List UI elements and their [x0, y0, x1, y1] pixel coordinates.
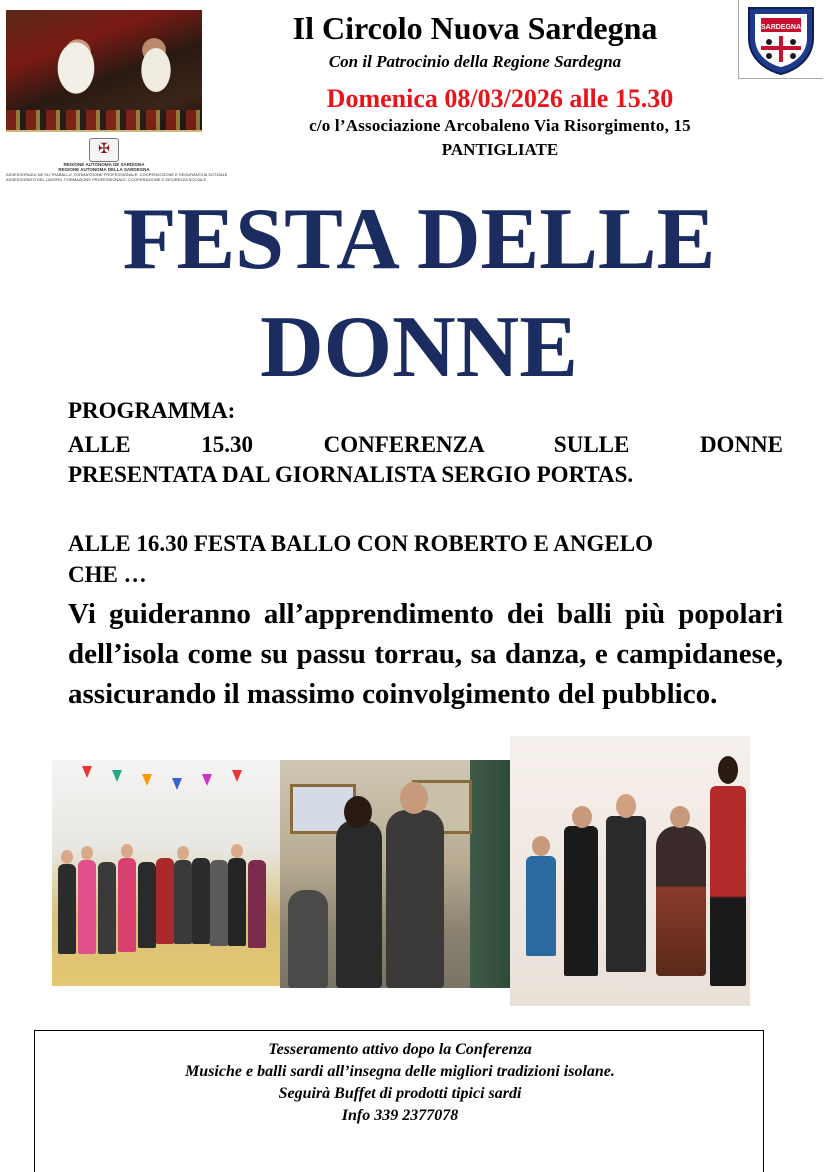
info-membership: Tesseramento attivo dopo la Conferenza — [268, 1041, 532, 1058]
program-item-conference — [68, 430, 783, 490]
regione-sardegna-logo — [6, 138, 228, 182]
event-date-time: Domenica 08/03/2026 alle 15.30 — [326, 84, 674, 113]
region-logo-line4: ASSESSORATO DEL LAVORO, FORMAZIONE PROFESSIONALE, COOPERAZIONE E SICUREZZA SOCIALE — [6, 177, 207, 182]
patronage-line: Con il Patrocinio della Regione Sardegna — [328, 52, 622, 71]
event-town: PANTIGLIATE — [441, 140, 559, 159]
couple-dancing-photo — [280, 760, 510, 988]
region-logo-line3: ASSESSORADU DE SU TRABALLU, FORMATZIONE PROFESSIONALE, COOPERATZIONE E SEGURÀNTZIA SOTZIALE — [6, 172, 228, 177]
circolo-crest — [738, 0, 823, 79]
traditional-costume-photo — [6, 10, 202, 132]
org-title: Il Circolo Nuova Sardegna — [292, 10, 658, 46]
program-item-dance: ALLE 16.30 FESTA BALLO CON ROBERTO E ANGELO CHE … — [68, 531, 653, 587]
program-item-conference-line1: ALLE 15.30 CONFERENZA SULLE DONNE — [68, 432, 783, 457]
program-description: Vi guideranno all’apprendimento dei balli più popolari dell’isola come su passu torrau, sa danza, e campidanese, assicurando il massimo coinvolgimento del pubblico. — [68, 598, 783, 710]
region-logo-line1: REGIONE AUTÒNOMA DE SARDIGNA — [63, 162, 145, 167]
event-venue: c/o l’Associazione Arcobaleno Via Risorgimento, 15 — [309, 116, 691, 135]
info-music: Musiche e balli sardi all’insegna delle migliori tradizioni isolane. — [185, 1063, 615, 1080]
info-buffet: Seguirà Buffet di prodotti tipici sardi — [278, 1085, 522, 1102]
info-phone: Info 339 2377078 — [341, 1107, 459, 1124]
sardegna-crest-icon — [743, 2, 819, 76]
region-logo-line2: REGIONE AUTONOMA DELLA SARDEGNA — [58, 167, 150, 172]
info-box — [34, 1030, 764, 1172]
event-title-line2: DONNE — [260, 299, 578, 396]
regione-crest-icon: ✠ — [89, 138, 119, 162]
program-heading: PROGRAMMA: — [68, 398, 236, 423]
folk-dancers-photo — [510, 736, 750, 1006]
crest-label: SARDEGNA — [760, 24, 802, 31]
program-item-conference-line2: PRESENTATA DAL GIORNALISTA SERGIO PORTAS. — [68, 462, 634, 487]
event-title — [0, 191, 838, 396]
circle-dance-photo — [52, 760, 280, 986]
event-title-line1: FESTA DELLE — [122, 191, 716, 288]
